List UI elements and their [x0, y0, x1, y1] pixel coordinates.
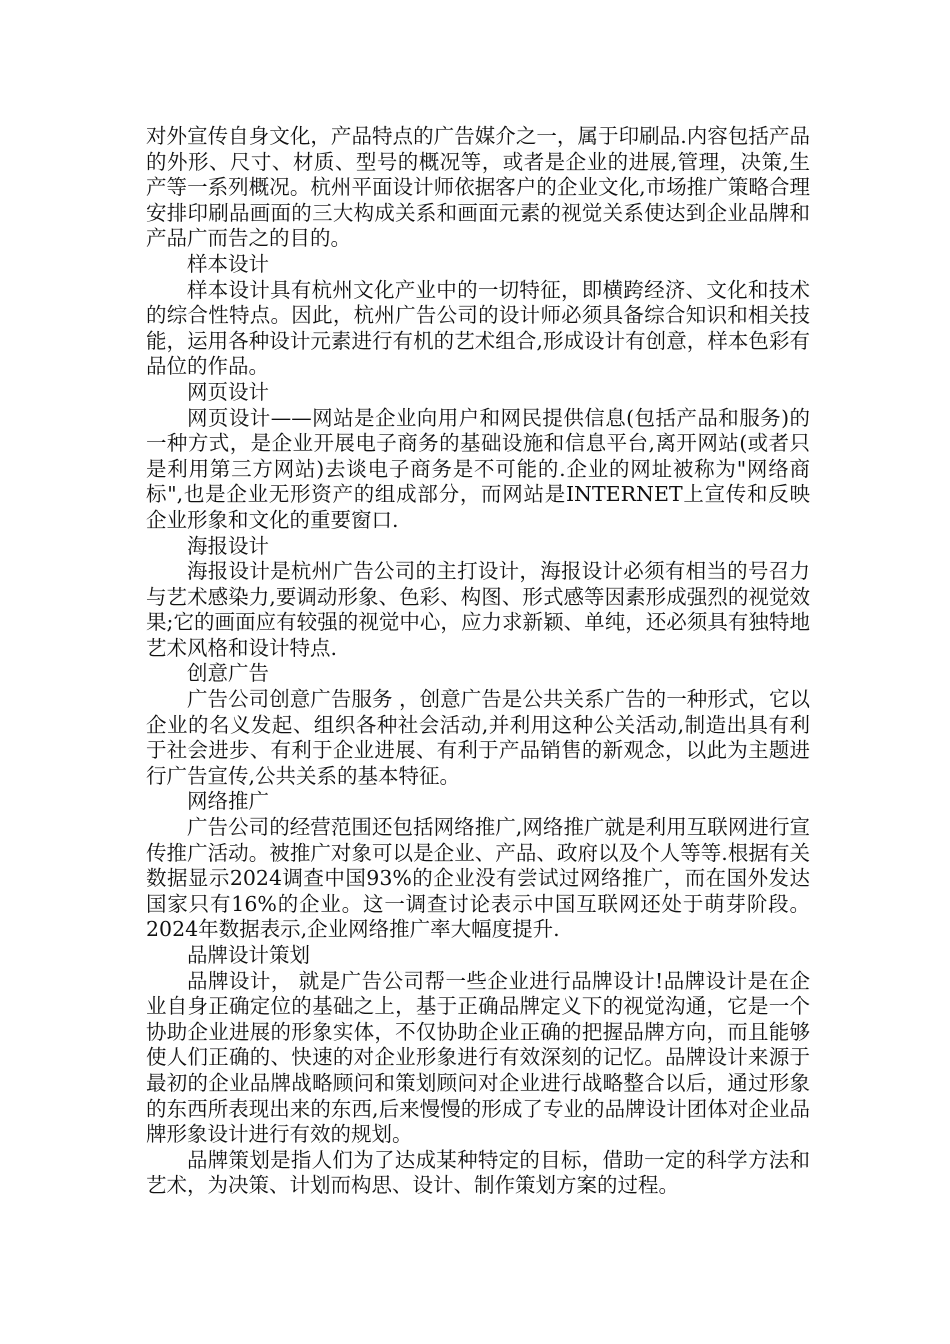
section-heading-sample-design: 样本设计 [187, 251, 269, 276]
intro-paragraph: 对外宣传自身文化，产品特点的广告媒介之一，属于印刷品.内容包括产品的外形、尺寸、材质、型号的概况等，或者是企业的进展,管理，决策,生产等一系列概况。杭州平面设计师依据客户的企业文化,市场推广策略合理安排印刷品画面的三大构成关系和画面元素的视觉关系使达到企业品牌和产品广而告之的目的。 [146, 124, 810, 251]
paragraph-web-design: 网页设计——网站是企业向用户和网民提供信息(包括产品和服务)的一种方式，是企业开展电子商务的基础设施和信息平台,离开网站(或者只是利用第三方网站)去谈电子商务是不可能的.企业的网址被称为"网络商标",也是企业无形资产的组成部分，而网站是INTERNET上宣传和反映企业形象和文化的重要窗口. [146, 405, 810, 532]
paragraph-creative-ads: 广告公司创意广告服务 ，创意广告是公共关系广告的一种形式，它以企业的名义发起、组织各种社会活动,并利用这种公关活动,制造出具有利于社会进步、有利于企业进展、有利于产品销售的新观念，以此为主题进行广告宣传,公共关系的基本特征。 [146, 687, 810, 788]
section-heading-brand-planning: 品牌设计策划 [187, 943, 310, 967]
section-heading-poster-design: 海报设计 [187, 533, 269, 558]
section-heading-web-promotion: 网络推广 [187, 789, 269, 814]
document-body [146, 124, 810, 1199]
paragraph-sample-design: 样本设计具有杭州文化产业中的一切特征，即横跨经济、文化和技术的综合性特点。因此，杭州广告公司的设计师必须具备综合知识和相关技能，运用各种设计元素进行有机的艺术组合,形成设计有创意，样本色彩有品位的作品。 [146, 277, 810, 379]
section-heading-web-design: 网页设计 [187, 379, 269, 404]
section-heading-creative-ads: 创意广告 [187, 661, 269, 686]
paragraph-web-promotion: 广告公司的经营范围还包括网络推广,网络推广就是利用互联网进行宣传推广活动。被推广对象可以是企业、产品、政府以及个人等等.根据有关数据显示2024调查中国93%的企业没有尝试过网络推广，而在国外发达国家只有16%的企业。这一调查讨论表示中国互联网还处于萌芽阶段。2024年数据表示,企业网络推广率大幅度提升. [146, 815, 810, 942]
paragraph-poster-design: 海报设计是杭州广告公司的主打设计，海报设计必须有相当的号召力与艺术感染力,要调动形象、色彩、构图、形式感等因素形成强烈的视觉效果;它的画面应有较强的视觉中心，应力求新颖、单纯，还必须具有独特地艺术风格和设计特点. [146, 559, 810, 660]
paragraph-brand-design: 品牌设计， 就是广告公司帮一些企业进行品牌设计!品牌设计是在企业自身正确定位的基础之上，基于正确品牌定义下的视觉沟通，它是一个协助企业进展的形象实体，不仅协助企业正确的把握品牌方向，而且能够使人们正确的、快速的对企业形象进行有效深刻的记忆。品牌设计来源于最初的企业品牌战略顾问和策划顾问对企业进行战略整合以后，通过形象的东西所表现出来的东西,后来慢慢的形成了专业的品牌设计团体对企业品牌形象设计进行有效的规划。 [146, 968, 810, 1147]
paragraph-brand-planning: 品牌策划是指人们为了达成某种特定的目标，借助一定的科学方法和艺术，为决策、计划而构思、设计、制作策划方案的过程。 [146, 1147, 810, 1198]
